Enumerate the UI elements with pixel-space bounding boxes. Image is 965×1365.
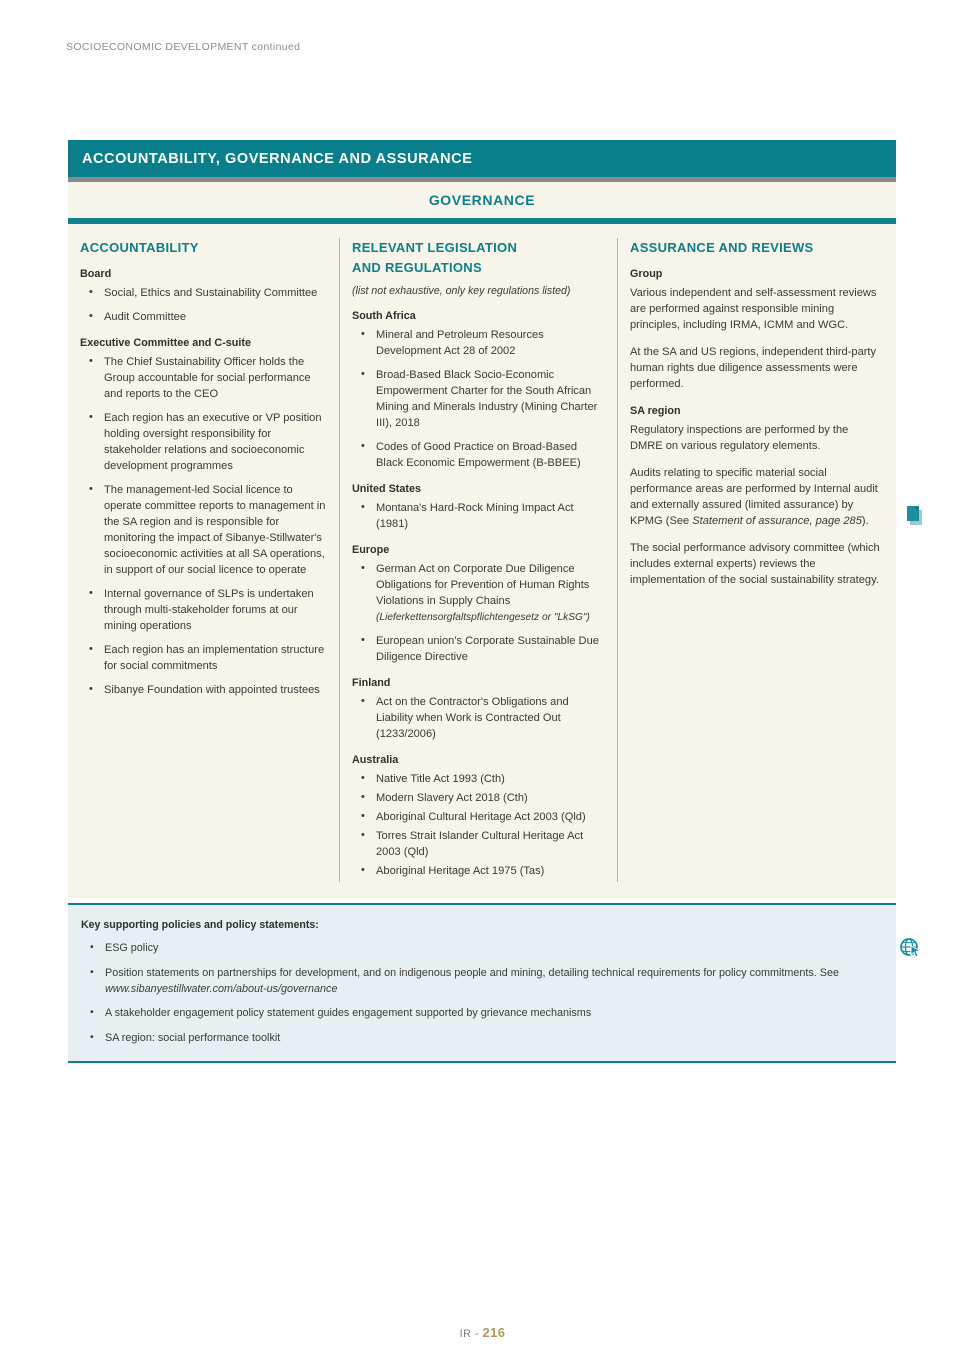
list-united-states [352,501,605,533]
list-item: • Mineral and Petroleum Resources Development Act 28 of 2002 [352,328,605,360]
assurance-para-sa-2-pre: Audits relating to specific material social performance areas are performed by Internal audit and externally assured (limited assurance) by KPMG (See [630,466,878,527]
list-item [68,941,876,957]
list-item: • Montana's Hard-Rock Mining Impact Act (1981) [352,501,605,533]
policy-governance-url[interactable]: www.sibanyestillwater.com/about-us/governance [105,982,338,995]
column-accountability [68,238,339,882]
key-item-text: ESG policy [105,942,159,955]
subheading-south-africa: South Africa [352,310,416,323]
key-policies-title: Key supporting policies and policy statements: [81,919,319,932]
column-legislation [339,238,617,882]
column-title-accountability: ACCOUNTABILITY [80,240,199,255]
legislation-subnote [376,612,590,623]
globe-link-icon[interactable] [898,936,924,962]
column-assurance [617,238,896,882]
page-footer [0,1325,965,1340]
assurance-para-sa-2 [630,466,884,530]
subnote-german-term: Lieferkettensorgfaltspflichtengesetz [379,611,540,623]
document-icon[interactable] [902,502,928,528]
list-item: • Each region has an executive or VP position holding oversight responsibility for stakeholder relations and socioeconomic development programmes [80,411,327,475]
column-title-legislation-line2: AND REGULATIONS [352,260,482,276]
key-item-text: SA region: social performance toolkit [105,1032,281,1045]
list-exco [80,355,327,698]
list-south-africa [352,328,605,472]
subheading-sa-region: SA region [630,404,681,417]
assurance-para-sa-2-post: ). [861,514,869,527]
footer-prefix: IR - [459,1328,483,1340]
running-head: SOCIOECONOMIC DEVELOPMENT continued [66,41,301,53]
panel-subtitle: GOVERNANCE [428,192,536,208]
subheading-europe: Europe [352,543,390,556]
list-item: • The Chief Sustainability Officer holds the Group accountable for social performance and reports to the CEO [80,355,327,403]
list-item: • The management-led Social licence to operate committee reports to management in the SA region and is responsible for monitoring the impact of Sibanye-Stillwater's socioeconomic activities at all SA operations, in support of our social licence to operate [80,483,327,579]
column-title-legislation [352,238,605,278]
list-item: • European union's Corporate Sustainable Due Diligence Directive [352,634,605,666]
list-item: • Act on the Contractor's Obligations and Liability when Work is Contracted Out (1233/2006) [352,695,605,743]
column-title-assurance: ASSURANCE AND REVIEWS [630,240,814,255]
list-australia [352,772,605,880]
subheading-board: Board [80,268,112,281]
assurance-para-group-2: At the SA and US regions, independent third-party human rights due diligence assessments were performed. [630,346,877,391]
subheading-group: Group [630,268,663,281]
assurance-para-sa-3: The social performance advisory committee (which includes external experts) reviews the implementation of the social sustainability strategy. [630,541,880,586]
list-item: • Sibanye Foundation with appointed trustees [80,683,327,699]
key-policies-box [68,903,896,1062]
list-item: • Codes of Good Practice on Broad-Based Black Economic Empowerment (B-BBEE) [352,440,605,472]
list-item: • Aboriginal Heritage Act 1975 (Tas) [352,864,605,880]
panel-title: ACCOUNTABILITY, GOVERNANCE AND ASSURANCE [82,150,473,167]
subnote-suffix: or "LkSG") [539,611,590,623]
list-item: • Internal governance of SLPs is undertaken through multi-stakeholder forums at our mining operations [80,587,327,635]
panel-subtitle-bar [68,182,896,218]
subheading-finland: Finland [352,676,391,689]
assurance-para-sa-1: Regulatory inspections are performed by the DMRE on various regulatory elements. [630,424,849,452]
governance-panel [68,140,896,1063]
column-title-legislation-line1: RELEVANT LEGISLATION [352,240,518,255]
subheading-united-states: United States [352,482,421,495]
list-item: • Torres Strait Islander Cultural Heritage Act 2003 (Qld) [352,829,605,861]
legislation-note: (list not exhaustive, only key regulations listed) [352,285,571,298]
list-item: • Audit Committee [80,310,327,326]
list-item [352,562,605,626]
list-board [80,286,327,326]
list-item [68,1006,876,1022]
list-item: • Modern Slavery Act 2018 (Cth) [352,791,605,807]
page-number: 216 [482,1325,506,1340]
assurance-para-group-1: Various independent and self-assessment reviews are performed against responsible mining principles, including IRMA, ICMM and WGC. [630,287,877,332]
columns-container [68,224,896,898]
list-item: • Each region has an implementation structure for social commitments [80,643,327,675]
subheading-exco: Executive Committee and C-suite [80,337,251,350]
list-item [68,1031,876,1047]
key-item-text: Position statements on partnerships for development, and on indigenous people and mining, detailing technical requirements for policy commitments. See [105,967,840,980]
list-item: • Native Title Act 1993 (Cth) [352,772,605,788]
subnote-prefix: ( [376,611,380,623]
key-policies-list [68,941,896,1046]
panel-title-bar [68,140,896,177]
list-finland [352,695,605,743]
list-item-text: German Act on Corporate Due Diligence Obligations for Prevention of Human Rights Violations in Supply Chains [376,562,590,607]
assurance-cross-reference: Statement of assurance, page 285 [692,514,862,527]
list-item: • Broad-Based Black Socio-Economic Empowerment Charter for the South African Mining and Minerals Industry (Mining Charter III), 2018 [352,368,605,432]
key-item-text: A stakeholder engagement policy statement guides engagement supported by grievance mechanisms [105,1007,592,1020]
subheading-australia: Australia [352,753,399,766]
list-item: • Social, Ethics and Sustainability Committee [80,286,327,302]
list-item: • Aboriginal Cultural Heritage Act 2003 (Qld) [352,810,605,826]
list-item [68,966,876,997]
list-europe [352,562,605,666]
